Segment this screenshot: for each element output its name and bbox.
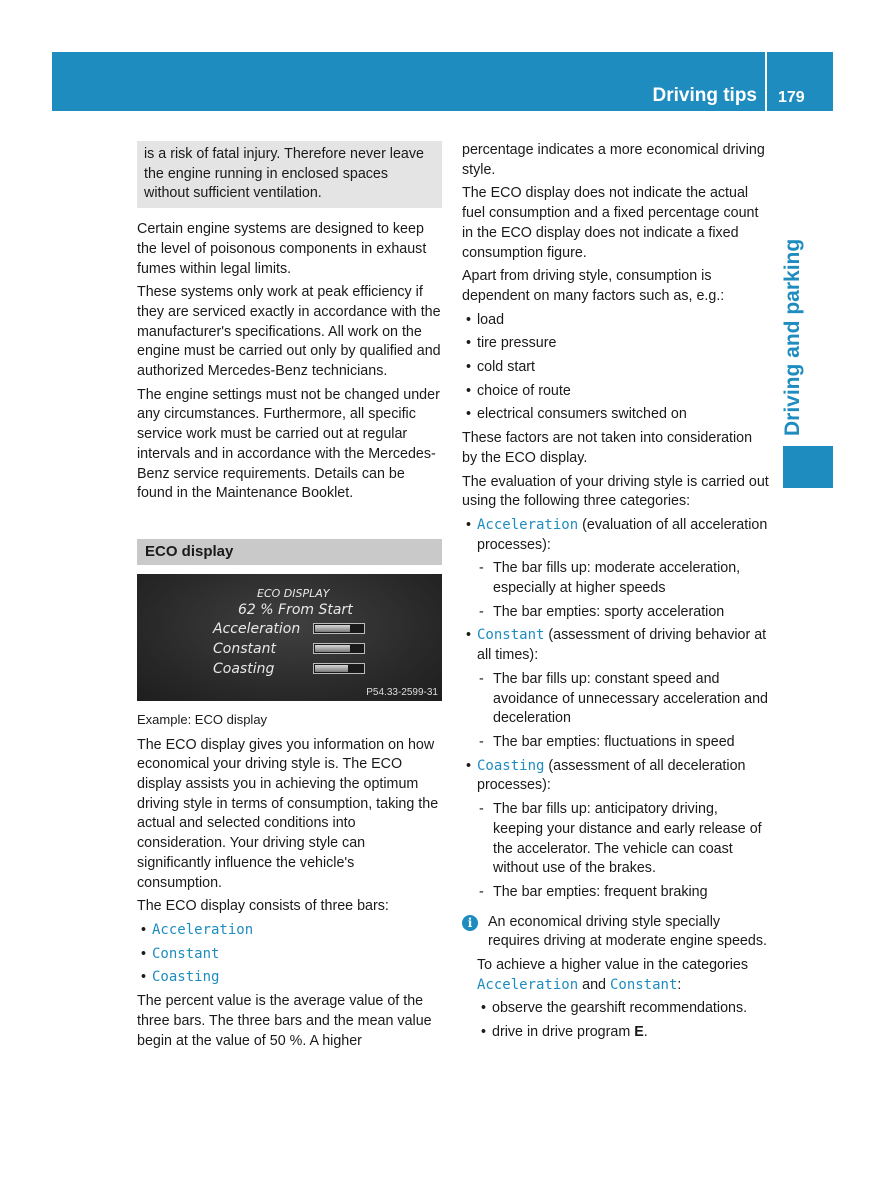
side-tab-label: Driving and parking [781, 238, 804, 436]
section-heading: ECO display [137, 539, 442, 565]
category-acceleration [462, 516, 770, 555]
link-coasting[interactable]: Coasting [477, 757, 545, 774]
tip-list [477, 999, 770, 1042]
paragraph: These systems only work at peak efficiency if they are serviced exactly in accordance with the manufacturer's specifications. All work on the engine must be carried out only by qualified and authorized Mercedes-Benz technicians. [137, 284, 441, 380]
category-desc: (assessment of all deceleration processes): [477, 757, 746, 794]
header-separator [765, 52, 767, 111]
list-item: • electrical consumers switched on [462, 405, 770, 425]
factor-list [462, 311, 770, 426]
page-number: 179 [778, 89, 805, 106]
link-coasting[interactable]: Coasting [152, 969, 220, 986]
category-coasting [462, 757, 770, 796]
side-tab-marker [783, 446, 833, 488]
tip-text: . [643, 1024, 648, 1041]
drive-program-letter: E [634, 1024, 644, 1041]
category-list [462, 516, 770, 903]
list-item [137, 968, 442, 988]
paragraph: The percent value is the average value of the three bars. The three bars and the mean value begin at the value of 50 %. A higher [137, 993, 432, 1049]
paragraph: The ECO display does not indicate the actual fuel consumption and a fixed percentage count in the ECO display does not indicate a fixed consumption figure. [462, 185, 759, 261]
left-column [137, 141, 442, 1055]
tip-text: drive in drive program [492, 1024, 635, 1041]
image-code: P54.33-2599-31 [366, 686, 438, 698]
paragraph: Apart from driving style, consumption is dependent on many factors such as, e.g.: [462, 268, 725, 304]
eco-image-row-label: Acceleration [213, 620, 301, 637]
eco-image-title: ECO DISPLAY [257, 586, 330, 600]
paragraph: The ECO display consists of three bars: [137, 898, 389, 915]
right-column [462, 141, 770, 1047]
page-title: Driving tips [652, 85, 757, 106]
sub-item: - The bar empties: fluctuations in speed [462, 733, 770, 753]
info-text: An economical driving style specially requires driving at moderate engine speeds. [488, 913, 767, 950]
link-constant[interactable]: Constant [609, 976, 678, 993]
category-constant [462, 626, 770, 665]
eco-image-from-start: 62 % From Start [238, 601, 353, 618]
eco-bar-coasting [313, 663, 365, 674]
list-item [477, 1023, 770, 1043]
link-constant[interactable]: Constant [152, 945, 220, 962]
eco-bar-acceleration [313, 623, 365, 634]
paragraph: These factors are not taken into consideration by the ECO display. [462, 430, 753, 466]
info-note [462, 913, 770, 1043]
sub-item: - The bar fills up: constant speed and avoidance of unnecessary acceleration and deceleration [462, 670, 770, 729]
category-desc: (assessment of driving behavior at all times): [477, 627, 767, 664]
info-higher-value [477, 956, 770, 995]
list-item: • cold start [462, 358, 770, 378]
eco-image-row-label: Coasting [213, 660, 275, 677]
sub-item: - The bar fills up: anticipatory driving, keeping your distance and early release of the accelerator. The vehicle can coast without use of the brakes. [462, 800, 770, 879]
sub-item: - The bar empties: sporty acceleration [462, 603, 770, 623]
list-item: • tire pressure [462, 334, 770, 354]
category-desc: (evaluation of all acceleration processes): [477, 516, 768, 553]
paragraph: Certain engine systems are designed to keep the level of poisonous components in exhaust fumes within legal limits. [137, 221, 427, 277]
eco-display-image [137, 574, 442, 701]
paragraph: The evaluation of your driving style is carried out using the following three categories: [462, 473, 769, 510]
warning-box [137, 141, 442, 208]
list-item: • observe the gearshift recommendations. [477, 999, 770, 1019]
info-text-segment: and [578, 976, 610, 993]
link-acceleration[interactable]: Acceleration [477, 516, 579, 533]
paragraph: The engine settings must not be changed under any circumstances. Furthermore, all specific service work must be carried out at regular intervals and in accordance with the Mercedes-Benz service requirements. Details can be found in the Maintenance Booklet. [137, 386, 440, 502]
image-caption: Example: ECO display [137, 711, 268, 727]
eco-image-row-label: Constant [213, 640, 276, 657]
paragraph: percentage indicates a more economical driving style. [462, 142, 765, 178]
info-icon: i [462, 915, 478, 931]
list-item: • choice of route [462, 382, 770, 402]
link-acceleration[interactable]: Acceleration [477, 976, 579, 993]
link-acceleration[interactable]: Acceleration [152, 921, 254, 938]
list-item [137, 945, 442, 965]
list-item: • load [462, 311, 770, 331]
info-text-segment: To achieve a higher value in the categories [477, 957, 749, 974]
bar-list [137, 921, 442, 988]
info-text-segment: : [677, 976, 682, 993]
warning-text: is a risk of fatal injury. Therefore never leave the engine running in enclosed spaces without sufficient ventilation. [144, 146, 424, 202]
eco-bar-constant [313, 643, 365, 654]
paragraph: The ECO display gives you information on how economical your driving style is. The ECO display assists you in achieving the optimum driving style in terms of consumption, taking the actual and selected conditions into consideration. Your driving style can significantly influence the vehicle's consumption. [137, 736, 439, 891]
list-item [137, 921, 442, 941]
sub-item: - The bar empties: frequent braking [462, 883, 770, 903]
sub-item: - The bar fills up: moderate acceleration, especially at higher speeds [462, 559, 770, 598]
link-constant[interactable]: Constant [477, 627, 545, 644]
